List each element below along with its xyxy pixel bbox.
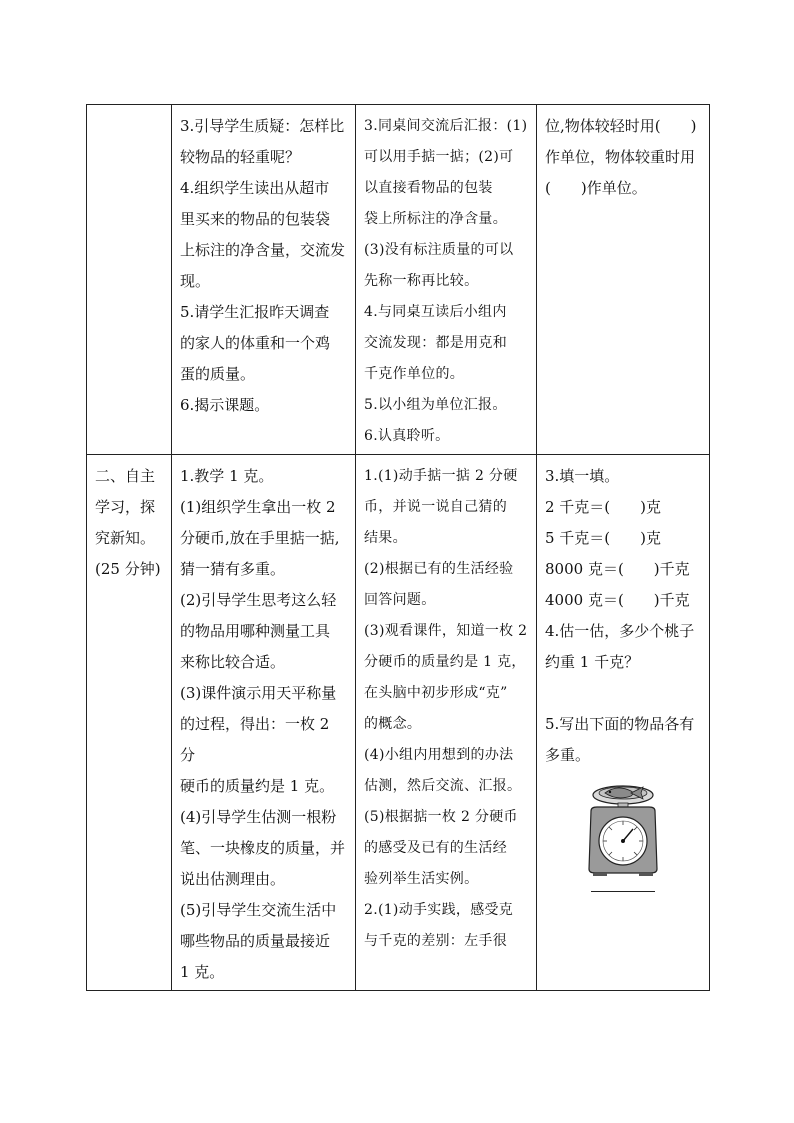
text-line: 4.组织学生读出从超市 xyxy=(180,179,330,197)
stage-cell xyxy=(87,455,172,991)
teacher-activity-cell xyxy=(172,105,356,455)
student-activity-cell xyxy=(356,455,537,991)
fish-on-scale-illustration xyxy=(573,781,673,877)
exercise-cell xyxy=(537,105,710,455)
text-line: (1)组织学生拿出一枚 2 xyxy=(180,498,336,516)
text-line: 说出估测理由。 xyxy=(180,870,286,888)
text-line: 笔、一块橡皮的质量，并 xyxy=(180,839,346,857)
text-line: 里买来的物品的包装袋 xyxy=(180,210,331,228)
text-line: (25 分钟) xyxy=(95,560,161,578)
text-line: (3)观看课件，知道一枚 2 xyxy=(364,623,528,639)
text-line: 究新知。 xyxy=(95,529,156,547)
text-line: 5.请学生汇报昨天调查 xyxy=(180,303,330,321)
text-line: 5.写出下面的物品各有 xyxy=(545,715,695,733)
text-line: 以直接看物品的包装 xyxy=(364,180,493,196)
text-line: 袋上所标注的净含量。 xyxy=(364,211,507,227)
text-line: 硬币的质量约是 1 克。 xyxy=(180,777,335,795)
text-line: (3)没有标注质量的可以 xyxy=(364,242,514,258)
answer-blank-line[interactable] xyxy=(591,891,655,892)
text-line: 3.填一填。 xyxy=(545,467,620,485)
text-line xyxy=(545,678,703,709)
text-line: 回答问题。 xyxy=(364,592,436,608)
lesson-plan-table xyxy=(86,104,710,991)
text-line: 学习，探 xyxy=(95,498,156,516)
text-line: 4.与同桌互读后小组内 xyxy=(364,304,507,320)
text-line: (2)根据已有的生活经验 xyxy=(364,561,514,577)
student-activity-cell xyxy=(356,105,537,455)
text-line: (4)引导学生估测一根粉 xyxy=(180,808,337,826)
text-line: 分硬币的质量约是 1 克， xyxy=(364,654,526,670)
text-line: 来称比较合适。 xyxy=(180,653,286,671)
text-line: 的概念。 xyxy=(364,716,422,732)
text-line: 上标注的净含量，交流发 xyxy=(180,241,346,259)
table-row xyxy=(87,105,710,455)
text-line: 8000 克＝( )千克 xyxy=(545,560,690,578)
text-line: 多重。 xyxy=(545,746,591,764)
text-line: 可以用手掂一掂；(2)可 xyxy=(364,149,514,165)
text-line: 6.揭示课题。 xyxy=(180,396,270,414)
text-line: (5)引导学生交流生活中 xyxy=(180,901,337,919)
text-line: 2 千克＝( )克 xyxy=(545,498,662,516)
text-line: 在头脑中初步形成“克” xyxy=(364,685,508,701)
table-row xyxy=(87,455,710,991)
text-line: 的过程，得出：一枚 2 分 xyxy=(180,715,330,764)
text-line: 4000 克＝( )千克 xyxy=(545,591,690,609)
teacher-activity-cell xyxy=(172,455,356,991)
text-line: (2)引导学生思考这么轻 xyxy=(180,591,337,609)
text-line: 的感受及已有的生活经 xyxy=(364,840,507,856)
text-line: 的家人的体重和一个鸡 xyxy=(180,334,331,352)
text-line: 蛋的质量。 xyxy=(180,365,256,383)
text-line: 交流发现：都是用克和 xyxy=(364,335,507,351)
text-line: 1.教学 1 克。 xyxy=(180,467,274,485)
text-line: 位,物体较轻时用( ) xyxy=(545,117,697,135)
text-line: 4.估一估，多少个桃子 xyxy=(545,622,695,640)
text-line: 的物品用哪种测量工具 xyxy=(180,622,331,640)
text-line: 验列举生活实例。 xyxy=(364,871,479,887)
text-line: 哪些物品的质量最接近 xyxy=(180,932,331,950)
text-line: 约重 1 千克？ xyxy=(545,653,640,671)
text-line: 5.以小组为单位汇报。 xyxy=(364,397,507,413)
text-line: 现。 xyxy=(180,272,211,290)
text-line: 5 千克＝( )克 xyxy=(545,529,662,547)
text-line: 2.(1)动手实践，感受克 xyxy=(364,902,514,918)
text-line: (3)课件演示用天平称量 xyxy=(180,684,337,702)
text-line: 猜一猜有多重。 xyxy=(180,560,286,578)
text-line: 二、自主 xyxy=(95,467,156,485)
text-line: 与千克的差别：左手很 xyxy=(364,933,507,949)
text-line: 先称一称再比较。 xyxy=(364,273,479,289)
text-line: 结果。 xyxy=(364,530,407,546)
text-line: 1 克。 xyxy=(180,963,225,981)
text-line: 较物品的轻重呢？ xyxy=(180,148,301,166)
stage-cell xyxy=(87,105,172,455)
text-line: 千克作单位的。 xyxy=(364,366,465,382)
exercise-cell xyxy=(537,455,710,991)
text-line: 3.引导学生质疑：怎样比 xyxy=(180,117,345,135)
text-line: 3.同桌间交流后汇报：(1) xyxy=(364,118,528,134)
text-line: (4)小组内用想到的办法 xyxy=(364,747,514,763)
text-line: ( )作单位。 xyxy=(545,179,647,197)
text-line: (5)根据掂一枚 2 分硬币 xyxy=(364,809,518,825)
text-line: 分硬币,放在手里掂一掂, xyxy=(180,529,340,547)
text-line: 作单位，物体较重时用 xyxy=(545,148,696,166)
text-line: 币，并说一说自己猜的 xyxy=(364,499,507,515)
text-line: 估测，然后交流、汇报。 xyxy=(364,778,522,794)
text-line: 6.认真聆听。 xyxy=(364,428,450,444)
text-line: 1.(1)动手掂一掂 2 分硬 xyxy=(364,468,518,484)
